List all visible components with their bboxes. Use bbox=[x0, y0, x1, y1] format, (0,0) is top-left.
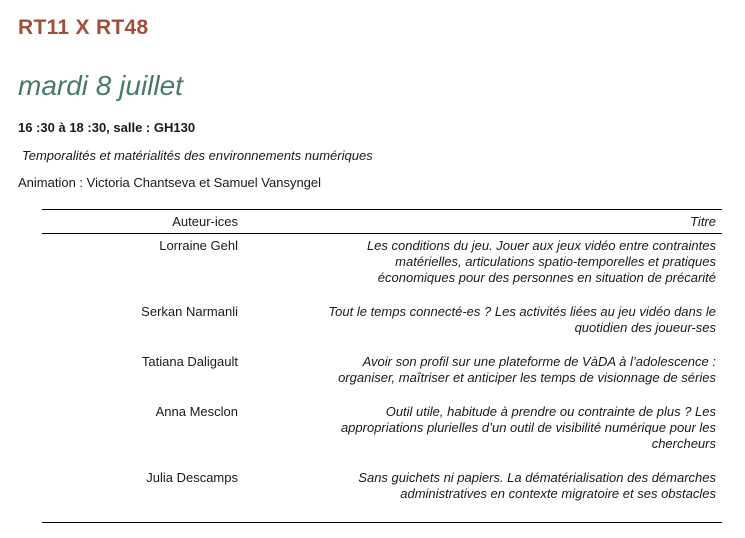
title-line: appropriations plurielles d’un outil de visibilité numérique pour les bbox=[340, 420, 716, 435]
table-row bbox=[42, 234, 722, 301]
session-code-heading: RT11 X RT48 bbox=[18, 16, 149, 39]
column-header-author: Auteur-ices bbox=[42, 210, 244, 234]
title-cell bbox=[244, 234, 722, 301]
title-cell bbox=[244, 400, 722, 466]
title-line: Tout le temps connecté-es ? Les activités liées au jeu vidéo dans le bbox=[328, 304, 716, 319]
session-date-heading: mardi 8 juillet bbox=[18, 70, 183, 101]
author-cell: Anna Mesclon bbox=[155, 404, 238, 419]
title-line: Outil utile, habitude à prendre ou contrainte de plus ? Les bbox=[385, 404, 716, 419]
table-header bbox=[42, 210, 722, 234]
author-cell: Serkan Narmanli bbox=[141, 304, 238, 319]
author-cell: Julia Descamps bbox=[42, 466, 244, 523]
table-row bbox=[42, 350, 722, 400]
title-cell bbox=[244, 350, 722, 400]
title-line: chercheurs bbox=[651, 436, 716, 451]
title-cell bbox=[244, 466, 722, 523]
title-line: Sans guichets ni papiers. La dématérialisation des démarches bbox=[358, 470, 716, 485]
author-cell: Tatiana Daligault bbox=[141, 354, 238, 369]
title-line: Avoir son profil sur une plateforme de VàDA à l’adolescence : bbox=[362, 354, 716, 369]
title-line: Les conditions du jeu. Jouer aux jeux vidéo entre contraintes bbox=[366, 238, 716, 253]
title-line: économiques pour des personnes en situation de précarité bbox=[377, 270, 716, 285]
session-time-room: 16 :30 à 18 :30, salle : GH130 bbox=[18, 120, 196, 135]
title-line: administratives en contexte migratoire et ses obstacles bbox=[400, 486, 716, 501]
table-body bbox=[42, 234, 722, 523]
title-cell bbox=[244, 300, 722, 350]
author-cell: Lorraine Gehl bbox=[159, 238, 238, 253]
table-row bbox=[42, 466, 722, 523]
presentations-table bbox=[42, 209, 722, 523]
table-row bbox=[42, 400, 722, 466]
table-row bbox=[42, 300, 722, 350]
column-header-title: Titre bbox=[244, 210, 722, 234]
session-theme: Temporalités et matérialités des environnements numériques bbox=[22, 148, 373, 163]
table-header-row bbox=[42, 210, 722, 234]
session-animation: Animation : Victoria Chantseva et Samuel Vansyngel bbox=[18, 175, 322, 190]
title-line: matérielles, articulations spatio-temporelles et pratiques bbox=[395, 254, 716, 269]
title-line: organiser, maîtriser et anticiper les temps de visionnage de séries bbox=[338, 370, 716, 385]
title-line: quotidien des joueur-ses bbox=[574, 320, 716, 335]
